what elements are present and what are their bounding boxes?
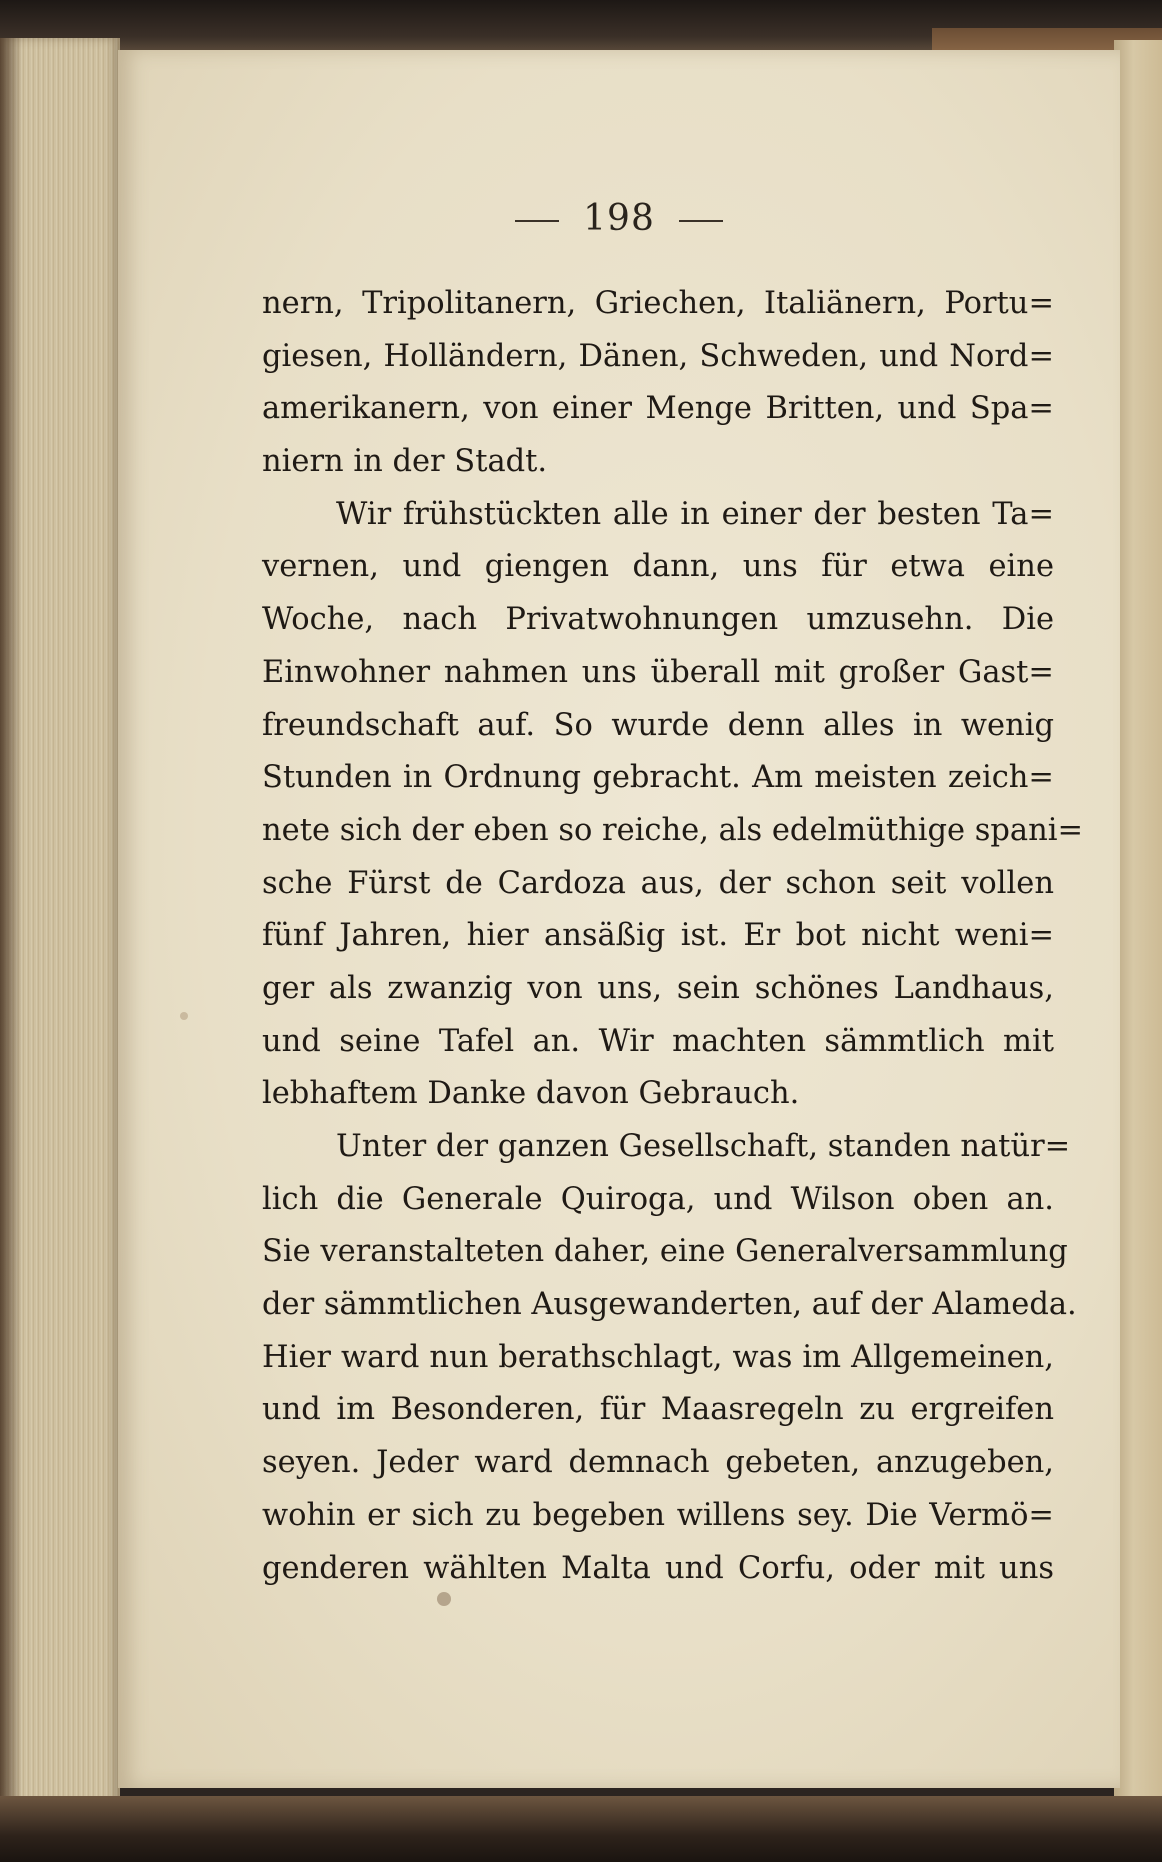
text-line: Sie veranstalteten daher, eine Generalversammlung [262, 1234, 1068, 1270]
text-line: lich die Generale Quiroga, und Wilson oben an. [262, 1181, 1054, 1217]
header-dash-left [515, 220, 559, 222]
header-dash-right [679, 220, 723, 222]
text-line: freundschaft auf. So wurde denn alles in wenig [262, 707, 1054, 743]
text-line: genderen wählten Malta und Corfu, oder mit uns [262, 1550, 1054, 1586]
body-text [262, 278, 1084, 1595]
text-line: nete sich der eben so reiche, als edelmüthige spani= [262, 812, 1084, 848]
text-line: lebhaftem Danke davon Gebrauch. [262, 1076, 800, 1112]
text-line: Hier ward nun berathschlagt, was im Allgemeinen, [262, 1339, 1054, 1375]
text-line: der sämmtlichen Ausgewanderten, auf der Alameda. [262, 1287, 1077, 1323]
page-stain [180, 1012, 188, 1020]
text-line: seyen. Jeder ward demnach gebeten, anzugeben, [262, 1445, 1054, 1481]
text-line: giesen, Holländern, Dänen, Schweden, und Nord= [262, 338, 1054, 374]
text-line: Woche, nach Privatwohnungen umzusehn. Die [262, 602, 1054, 638]
page-stack-edge [0, 38, 120, 1828]
text-line: wohin er sich zu begeben willens sey. Die Vermö= [262, 1497, 1054, 1533]
text-line: amerikanern, von einer Menge Britten, und Spa= [262, 391, 1054, 427]
book-bottom-edge [0, 1796, 1162, 1862]
text-line: niern in der Stadt. [262, 444, 548, 480]
text-line: Wir frühstückten alle in einer der besten Ta= [336, 496, 1054, 532]
text-line: Stunden in Ordnung gebracht. Am meisten zeich= [262, 760, 1054, 796]
text-line: ger als zwanzig von uns, sein schönes Landhaus, [262, 970, 1054, 1006]
book-right-edge [1114, 40, 1162, 1830]
text-line: und seine Tafel an. Wir machten sämmtlich mit [262, 1023, 1054, 1059]
text-line: Einwohner nahmen uns überall mit großer Gast= [262, 654, 1054, 690]
text-line: Unter der ganzen Gesellschaft, standen natür= [336, 1129, 1071, 1164]
text-line: vernen, und giengen dann, uns für etwa eine [262, 549, 1054, 585]
page-number: 198 [583, 198, 655, 239]
text-line: nern, Tripolitanern, Griechen, Italiänern, Portu= [262, 286, 1054, 321]
text-line: und im Besonderen, für Maasregeln zu ergreifen [262, 1392, 1054, 1428]
text-line: sche Fürst de Cardoza aus, der schon seit vollen [262, 865, 1054, 901]
page-header [118, 198, 1120, 239]
book-top-binding [0, 0, 1162, 52]
text-line: fünf Jahren, hier ansäßig ist. Er bot nicht weni= [262, 918, 1054, 954]
